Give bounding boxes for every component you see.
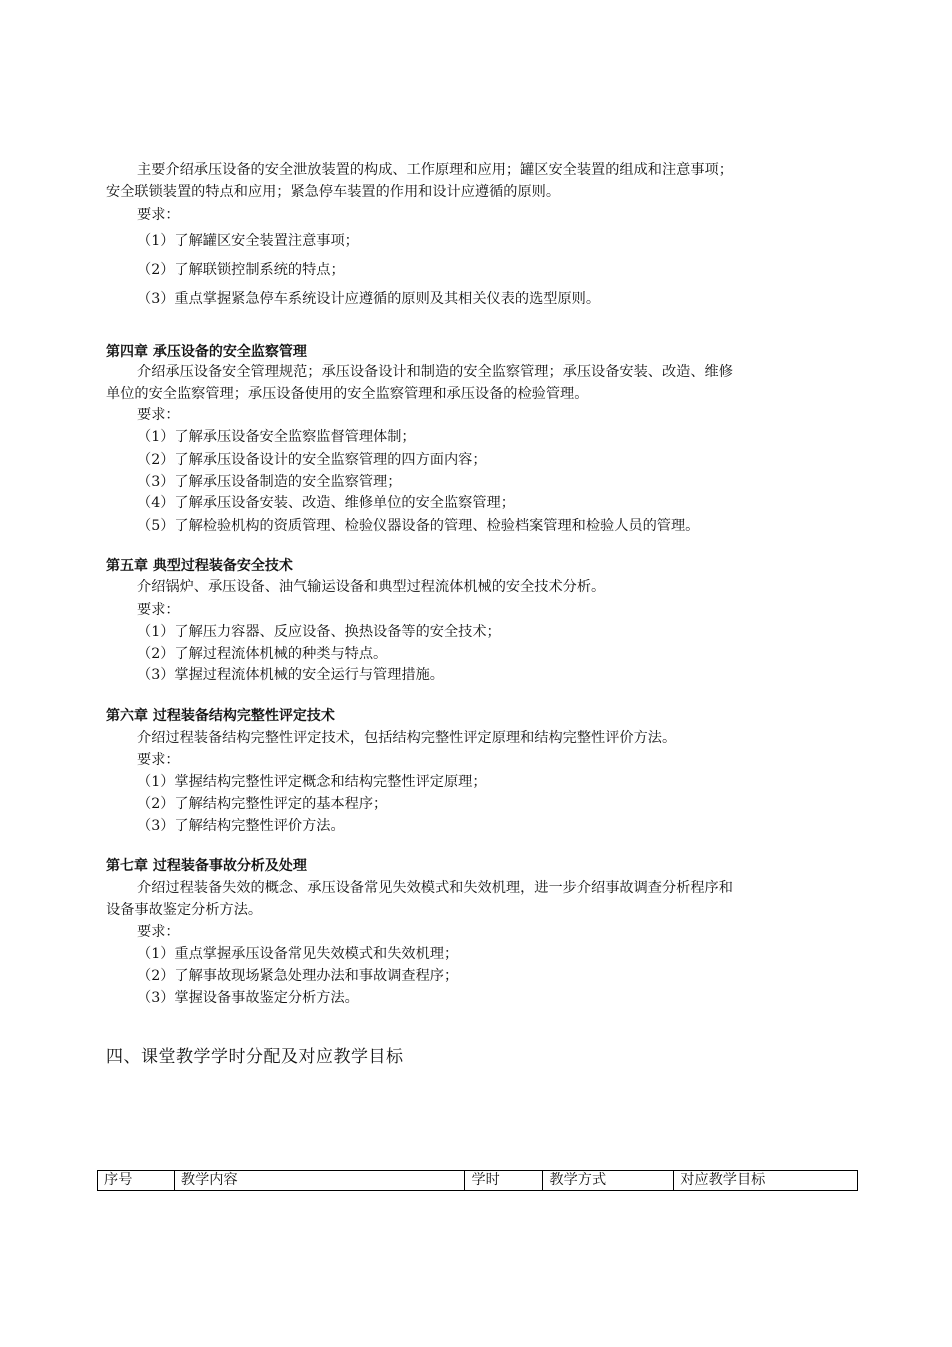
ch3-requirement-2: （2）了解联锁控制系统的特点； xyxy=(137,262,345,278)
ch5-requirement-3: （3）掌握过程流体机械的安全运行与管理措施。 xyxy=(137,667,444,683)
ch7-requirements-label: 要求： xyxy=(137,924,180,940)
ch6-intro-line1: 介绍过程装备结构完整性评定技术，包括结构完整性评定原理和结构完整性评价方法。 xyxy=(137,730,677,746)
ch5-requirement-1: （1）了解压力容器、反应设备、换热设备等的安全技术； xyxy=(137,624,501,640)
ch6-requirement-2: （2）了解结构完整性评定的基本程序； xyxy=(137,796,388,812)
ch4-requirement-2: （2）了解承压设备设计的安全监察管理的四方面内容； xyxy=(137,452,487,468)
ch4-requirement-3: （3）了解承压设备制造的安全监察管理； xyxy=(137,474,402,490)
ch4-requirement-1: （1）了解承压设备安全监察监督管理体制； xyxy=(137,429,416,445)
ch3-intro-line1: 主要介绍承压设备的安全泄放装置的构成、工作原理和应用；罐区安全装置的组成和注意事项； xyxy=(137,162,733,178)
ch6-requirement-3: （3）了解结构完整性评价方法。 xyxy=(137,818,345,834)
ch4-intro-line2: 单位的安全监察管理；承压设备使用的安全监察管理和承压设备的检验管理。 xyxy=(106,386,589,402)
col-header-objective: 对应教学目标 xyxy=(674,1171,858,1191)
ch7-title: 第七章 过程装备事故分析及处理 xyxy=(106,858,307,874)
ch4-requirements-label: 要求： xyxy=(137,407,180,423)
teaching-hours-table xyxy=(97,1170,858,1191)
ch5-intro-line1: 介绍锅炉、承压设备、油气输运设备和典型过程流体机械的安全技术分析。 xyxy=(137,579,606,595)
ch4-title: 第四章 承压设备的安全监察管理 xyxy=(106,344,307,360)
ch5-title: 第五章 典型过程装备安全技术 xyxy=(106,558,293,574)
ch6-title: 第六章 过程装备结构完整性评定技术 xyxy=(106,708,335,724)
section-4-heading: 四、课堂教学学时分配及对应教学目标 xyxy=(106,1047,404,1067)
ch6-requirement-1: （1）掌握结构完整性评定概念和结构完整性评定原理； xyxy=(137,774,487,790)
ch5-requirements-label: 要求： xyxy=(137,602,180,618)
ch7-requirement-1: （1）重点掌握承压设备常见失效模式和失效机理； xyxy=(137,946,459,962)
ch3-requirements-label: 要求： xyxy=(137,207,180,223)
ch7-requirement-2: （2）了解事故现场紧急处理办法和事故调查程序； xyxy=(137,968,459,984)
table-header-row xyxy=(98,1171,858,1191)
ch5-requirement-2: （2）了解过程流体机械的种类与特点。 xyxy=(137,646,388,662)
ch7-requirement-3: （3）掌握设备事故鉴定分析方法。 xyxy=(137,990,359,1006)
ch6-requirements-label: 要求： xyxy=(137,752,180,768)
col-header-index: 序号 xyxy=(98,1171,175,1191)
col-header-method: 教学方式 xyxy=(543,1171,674,1191)
col-header-content: 教学内容 xyxy=(174,1171,465,1191)
ch7-intro-line2: 设备事故鉴定分析方法。 xyxy=(106,902,263,918)
ch7-intro-line1: 介绍过程装备失效的概念、承压设备常见失效模式和失效机理，进一步介绍事故调查分析程序和 xyxy=(137,880,733,896)
ch4-requirement-5: （5）了解检验机构的资质管理、检验仪器设备的管理、检验档案管理和检验人员的管理。 xyxy=(137,518,700,534)
ch3-requirement-1: （1）了解罐区安全装置注意事项； xyxy=(137,233,359,249)
col-header-hours: 学时 xyxy=(465,1171,543,1191)
ch4-intro-line1: 介绍承压设备安全管理规范；承压设备设计和制造的安全监察管理；承压设备安装、改造、维修 xyxy=(137,364,733,380)
ch3-intro-line2: 安全联锁装置的特点和应用；紧急停车装置的作用和设计应遵循的原则。 xyxy=(106,184,561,200)
ch3-requirement-3: （3）重点掌握紧急停车系统设计应遵循的原则及其相关仪表的选型原则。 xyxy=(137,291,601,307)
ch4-requirement-4: （4）了解承压设备安装、改造、维修单位的安全监察管理； xyxy=(137,495,515,511)
